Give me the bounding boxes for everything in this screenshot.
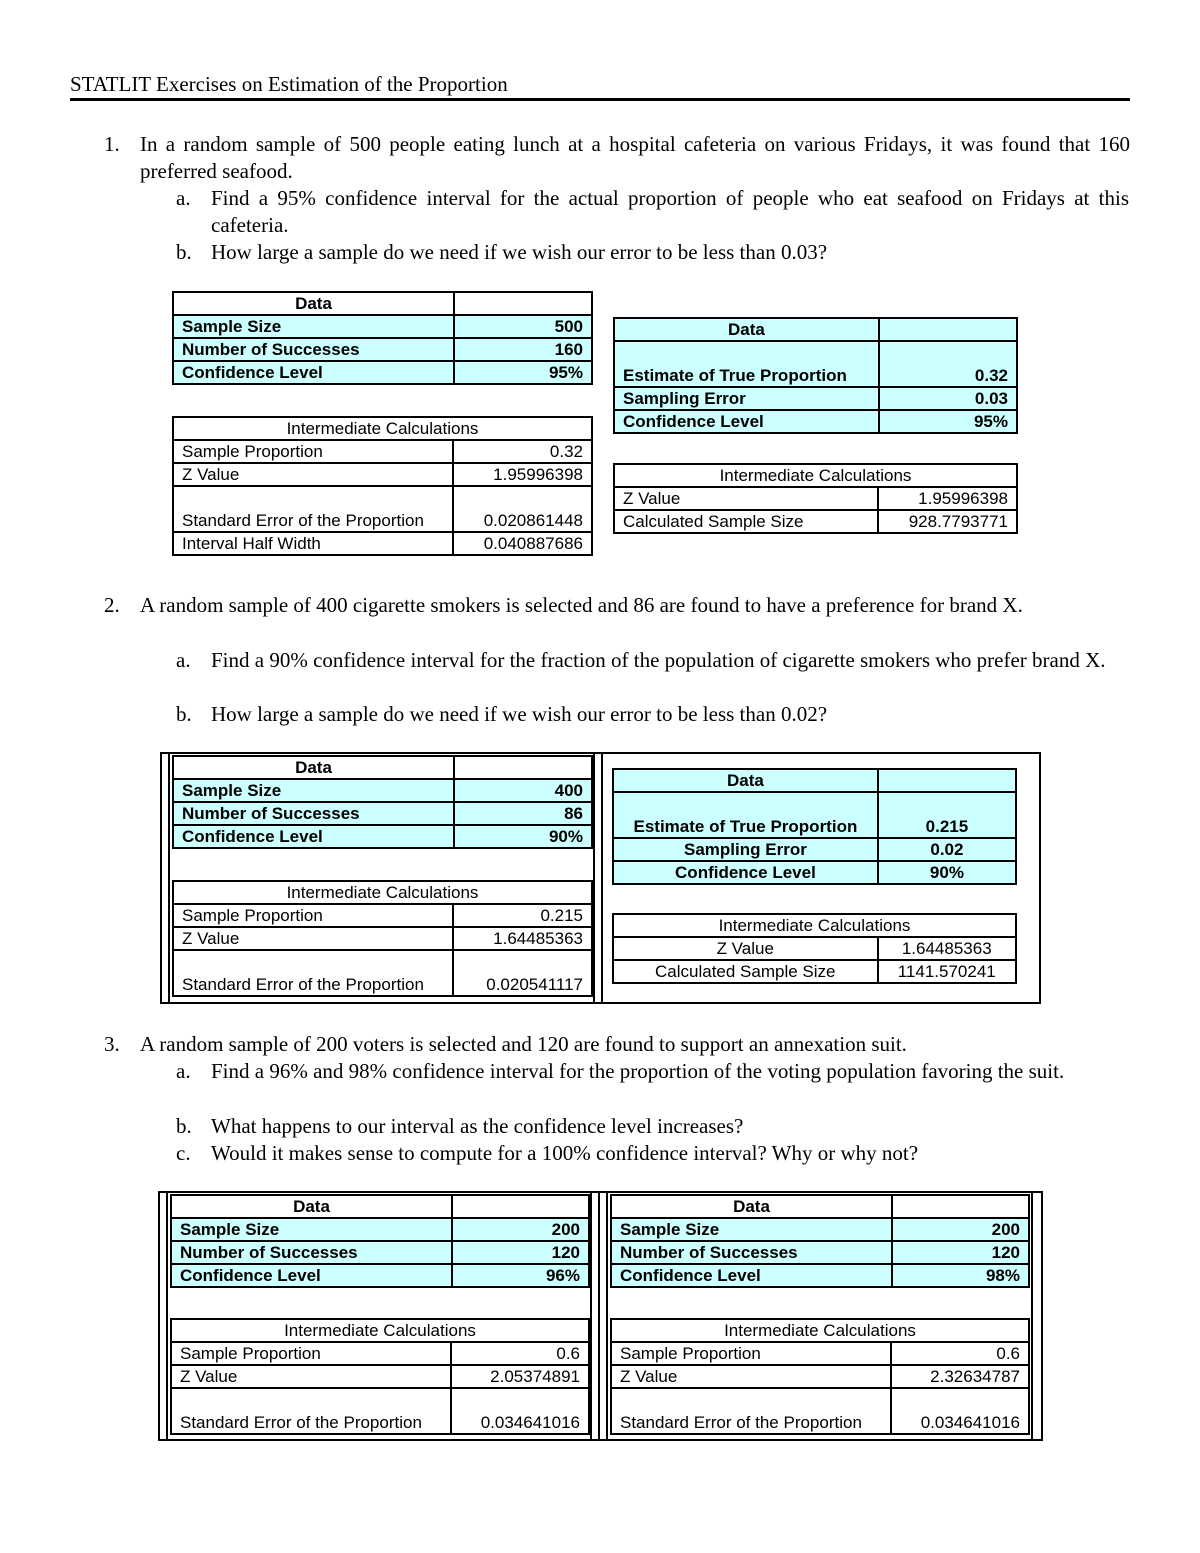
row-value: 0.6 [451,1342,589,1365]
table-row [173,315,592,338]
row-label: Confidence Level [173,825,454,848]
part-letter: b. [176,1114,192,1138]
frame-divider [1031,1193,1033,1439]
frame-divider [590,1193,592,1439]
part-text: Find a 96% and 98% confidence interval for the proportion of the voting population favoring the suit. [211,1059,1065,1083]
q3-96-calc-table [170,1318,590,1435]
part-text: What happens to our interval as the confidence level increases? [211,1114,744,1138]
row-label: Number of Successes [171,1241,452,1264]
frame-divider [606,1193,608,1439]
table-row [613,937,1016,960]
table-row [614,341,1017,387]
table-row [173,825,592,848]
frame-divider [166,1193,168,1439]
table-header: Intermediate Calculations [613,914,1016,937]
row-label: Sample Size [611,1218,892,1241]
row-value: 96% [452,1264,589,1287]
part-letter: a. [176,1059,191,1083]
row-label: Number of Successes [611,1241,892,1264]
question-number: 2. [104,593,120,617]
table-header: Intermediate Calculations [173,881,592,904]
row-label: Standard Error of the Proportion [171,1388,451,1434]
table-header: Intermediate Calculations [614,464,1017,487]
row-label: Z Value [173,927,453,950]
row-label: Estimate of True Proportion [614,341,879,387]
row-value: 2.05374891 [451,1365,589,1388]
q2-ss-calc-table [612,913,1017,984]
row-label: Calculated Sample Size [613,960,878,983]
row-label: Number of Successes [173,802,454,825]
row-label: Z Value [171,1365,451,1388]
row-label: Sampling Error [613,838,878,861]
row-value: 120 [892,1241,1029,1264]
row-value: 0.32 [879,341,1017,387]
table-header: Intermediate Calculations [171,1319,589,1342]
question-text: A random sample of 200 voters is selected and 120 are found to support an annexation suit. [140,1032,907,1056]
row-label: Confidence Level [613,861,878,884]
question-text: In a random sample of 500 people eating lunch at a hospital cafeteria on various Fridays, it was found that 160 preferred seafood. [140,132,1130,183]
table-header: Data [611,1195,892,1218]
q3-98-calc-table [610,1318,1030,1435]
table-row [611,1365,1029,1388]
part-text: Find a 90% confidence interval for the fraction of the population of cigarette smokers who prefer brand X. [211,648,1106,672]
table-row [173,802,592,825]
table-row [173,463,592,486]
row-value: 0.03 [879,387,1017,410]
row-value: 0.215 [453,904,592,927]
frame-divider [601,754,603,1002]
q1-ss-calc-table [613,463,1018,534]
q3-96-data-table [170,1194,590,1288]
row-value: 95% [454,361,592,384]
row-value: 200 [452,1218,589,1241]
row-value: 0.02 [878,838,1016,861]
row-label: Sample Size [173,779,454,802]
row-label: Number of Successes [173,338,454,361]
question-number: 1. [104,132,120,156]
part-text: Find a 95% confidence interval for the actual proportion of people who eat seafood on Fridays at this cafeteria. [211,186,1129,237]
part-letter: a. [176,186,191,210]
frame-divider [598,1193,600,1439]
row-value: 400 [454,779,592,802]
row-value: 0.6 [891,1342,1029,1365]
table-row [613,792,1016,838]
part-text: How large a sample do we need if we wish our error to be less than 0.02? [211,702,828,726]
part-letter: b. [176,702,192,726]
question-text: A random sample of 400 cigarette smokers is selected and 86 are found to have a preference for brand X. [140,593,1023,617]
row-label: Sampling Error [614,387,879,410]
table-row [611,1218,1029,1241]
table-header: Data [171,1195,452,1218]
table-row [171,1388,589,1434]
table-header: Data [613,769,878,792]
table-header: Intermediate Calculations [611,1319,1029,1342]
row-value: 1141.570241 [878,960,1017,983]
row-label: Z Value [611,1365,891,1388]
row-label: Z Value [614,487,878,510]
table-row [173,486,592,532]
row-value: 200 [892,1218,1029,1241]
row-label: Z Value [173,463,453,486]
table-row [171,1264,589,1287]
table-row [614,387,1017,410]
row-label: Confidence Level [171,1264,452,1287]
row-label: Sample Proportion [611,1342,891,1365]
part-letter: a. [176,648,191,672]
table-row [173,950,592,996]
row-value: 500 [454,315,592,338]
row-value: 1.95996398 [878,487,1017,510]
table-row [173,779,592,802]
table-row [173,532,592,555]
row-label: Sample Proportion [173,904,453,927]
table-row [613,838,1016,861]
table-row [613,861,1016,884]
page-title: STATLIT Exercises on Estimation of the Proportion [70,72,508,96]
row-value: 1.95996398 [453,463,592,486]
part-text: Would it makes sense to compute for a 100% confidence interval? Why or why not? [211,1141,919,1165]
frame-divider [593,754,595,1002]
q2-sample-size-table [612,768,1017,885]
table-header: Data [173,292,454,315]
row-label: Sample Proportion [171,1342,451,1365]
q2-data-table [172,755,593,849]
table-header: Intermediate Calculations [173,417,592,440]
q1-sample-size-table [613,317,1018,434]
row-label: Standard Error of the Proportion [173,950,453,996]
row-value: 120 [452,1241,589,1264]
row-label: Z Value [613,937,878,960]
frame-divider [168,754,170,1002]
q2-calc-table [172,880,593,997]
table-row [171,1342,589,1365]
row-label: Standard Error of the Proportion [173,486,453,532]
table-header: Data [614,318,879,341]
row-value: 0.215 [878,792,1016,838]
row-label: Sample Size [171,1218,452,1241]
part-text: How large a sample do we need if we wish our error to be less than 0.03? [211,240,828,264]
table-row [614,510,1017,533]
table-row [611,1241,1029,1264]
row-value: 0.020861448 [453,486,592,532]
table-row [173,904,592,927]
row-label: Interval Half Width [173,532,453,555]
row-label: Confidence Level [611,1264,892,1287]
table-row [614,410,1017,433]
row-label: Calculated Sample Size [614,510,878,533]
table-row [611,1264,1029,1287]
table-row [171,1218,589,1241]
table-row [613,960,1016,983]
table-row [614,487,1017,510]
row-value: 0.034641016 [451,1388,589,1434]
row-value: 98% [892,1264,1029,1287]
q1-calc-table [172,416,593,556]
row-value: 90% [878,861,1016,884]
row-value: 0.32 [453,440,592,463]
part-letter: b. [176,240,192,264]
row-value: 95% [879,410,1017,433]
row-value: 86 [454,802,592,825]
table-row [171,1241,589,1264]
row-value: 2.32634787 [891,1365,1029,1388]
row-value: 1.64485363 [453,927,592,950]
table-row [171,1365,589,1388]
table-row [611,1388,1029,1434]
row-value: 0.020541117 [453,950,592,996]
row-label: Standard Error of the Proportion [611,1388,891,1434]
row-value: 928.7793771 [878,510,1017,533]
table-row [173,338,592,361]
row-value: 90% [454,825,592,848]
row-label: Sample Proportion [173,440,453,463]
table-row [173,361,592,384]
question-number: 3. [104,1032,120,1056]
row-value: 1.64485363 [878,937,1017,960]
row-label: Confidence Level [173,361,454,384]
table-row [611,1342,1029,1365]
part-letter: c. [176,1141,191,1165]
q1-data-table [172,291,593,385]
row-value: 0.040887686 [453,532,592,555]
row-label: Confidence Level [614,410,879,433]
row-label: Estimate of True Proportion [613,792,878,838]
row-label: Sample Size [173,315,454,338]
table-row [173,440,592,463]
title-rule [70,98,1130,101]
q3-98-data-table [610,1194,1030,1288]
table-row [173,927,592,950]
row-value: 0.034641016 [891,1388,1029,1434]
table-header: Data [173,756,454,779]
row-value: 160 [454,338,592,361]
